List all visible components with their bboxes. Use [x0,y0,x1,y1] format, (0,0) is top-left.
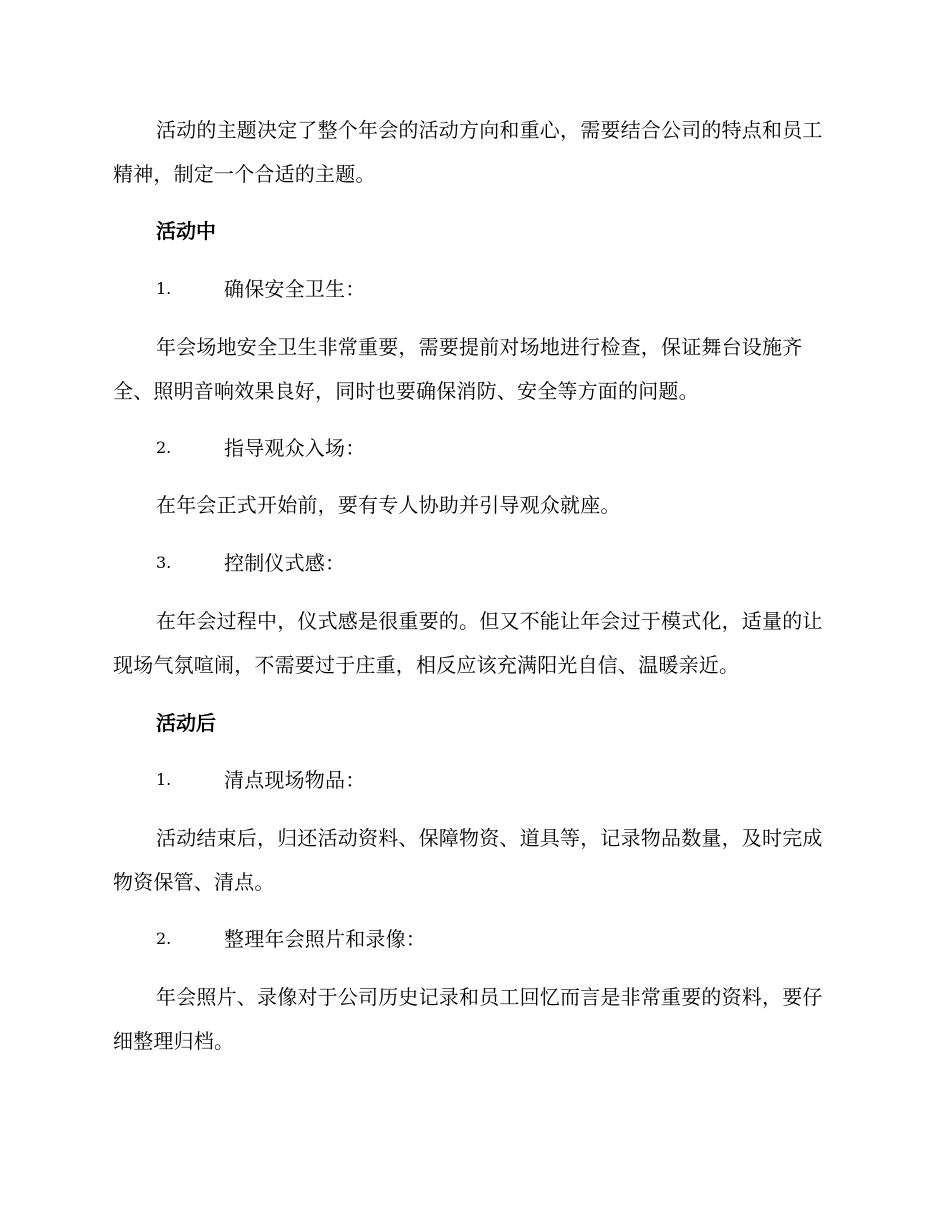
list-item-paragraph: 活动结束后，归还活动资料、保障物资、道具等，记录物品数量，及时完成物资保管、清点。 [113,826,823,894]
list-item [113,758,833,802]
list-item-label: 确保安全卫生： [224,277,366,301]
list-item-label: 整理年会照片和录像： [224,927,426,951]
section-heading-during: 活动中 [156,219,216,243]
list-item-number: 2. [156,438,172,457]
list-item-label: 清点现场物品： [224,768,366,792]
list-item-number: 1. [156,279,172,298]
list-item-number: 3. [156,553,172,572]
list-item [113,267,833,311]
list-item [113,541,833,585]
list-item-paragraph: 年会照片、录像对于公司历史记录和员工回忆而言是非常重要的资料，要仔细整理归档。 [113,985,823,1053]
list-item-paragraph: 年会场地安全卫生非常重要，需要提前对场地进行检查，保证舞台设施齐全、照明音响效果良好，同时也要确保消防、安全等方面的问题。 [113,335,803,403]
list-item [113,917,833,961]
list-item-number: 1. [156,770,172,789]
section-heading-after: 活动后 [156,711,216,735]
list-item [113,426,833,470]
list-item-paragraph: 在年会正式开始前，要有专人协助并引导观众就座。 [156,493,621,517]
list-item-number: 2. [156,929,172,948]
intro-paragraph: 活动的主题决定了整个年会的活动方向和重心，需要结合公司的特点和员工精神，制定一个合适的主题。 [113,118,823,186]
list-item-label: 指导观众入场： [224,436,366,460]
list-item-label: 控制仪式感： [224,551,346,575]
list-item-paragraph: 在年会过程中，仪式感是很重要的。但又不能让年会过于模式化，适量的让现场气氛喧闹，不需要过于庄重，相反应该充满阳光自信、温暖亲近。 [113,609,823,677]
